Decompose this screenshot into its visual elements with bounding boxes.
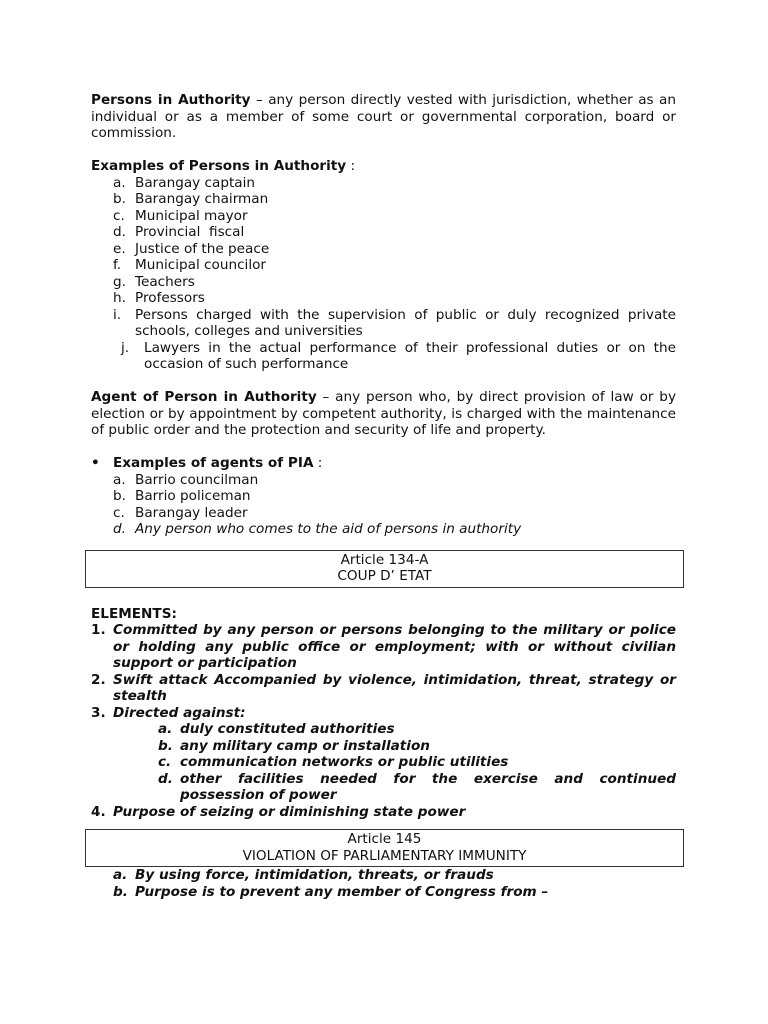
- list-item: b. any military camp or installation: [158, 737, 430, 754]
- bullet-icon: •: [91, 455, 100, 471]
- examples-pia-heading: Examples of Persons in Authority :: [91, 158, 356, 174]
- term: Agent of Person in Authority: [91, 389, 317, 405]
- list-item: a. Barrio councilman: [113, 471, 259, 488]
- element-sub-list: [91, 721, 676, 804]
- list-item: b. Barrio policeman: [113, 488, 251, 504]
- definition-persons-in-authority: [91, 92, 676, 142]
- examples-pia-list: [91, 175, 676, 373]
- list-item: a. duly constituted authorities: [158, 721, 395, 737]
- list-item: a. By using force, intimidation, threats, or frauds: [113, 867, 494, 883]
- list-item: h. Professors: [113, 290, 205, 306]
- list-item: c. Barangay leader: [113, 504, 248, 521]
- list-item: b. Purpose is to prevent any member of Congress from –: [113, 883, 549, 900]
- document-page: [91, 92, 676, 900]
- article-number: Article 145: [347, 831, 422, 847]
- list-item: d. other facilities needed for the exercise and continued possession of power: [158, 770, 676, 803]
- list-item: d. Any person who comes to the aid of persons in authority: [113, 521, 522, 537]
- definition-text: – any person directly vested with jurisdiction, whether as an individual or as a member of some court or governmental corporation, board or commission.: [91, 92, 676, 141]
- list-item: c. communication networks or public utilities: [158, 754, 509, 770]
- element-item: 1. Committed by any person or persons belonging to the military or police or holding any public office or employment; with or without civilian support or participation: [91, 622, 676, 671]
- list-item: f. Municipal councilor: [113, 257, 266, 273]
- article-title: VIOLATION OF PARLIAMENTARY IMMUNITY: [242, 847, 527, 864]
- list-item: i. Persons charged with the supervision of public or duly recognized private schools, colleges and universities: [113, 306, 676, 339]
- article-145-elements: [91, 867, 676, 900]
- examples-agents-heading: • Examples of agents of PIA :: [91, 455, 323, 471]
- list-item: d. Provincial fiscal: [113, 224, 245, 240]
- element-item: 3. Directed against:: [91, 704, 246, 721]
- list-item: g. Teachers: [113, 273, 195, 290]
- article-134a-box: [85, 550, 684, 588]
- list-item: c. Municipal mayor: [113, 207, 248, 224]
- list-item: e. Justice of the peace: [113, 240, 270, 257]
- article-number: Article 134-A: [340, 551, 429, 568]
- element-item: 4. Purpose of seizing or diminishing state power: [91, 803, 466, 820]
- examples-agents-list: [91, 472, 676, 538]
- elements-section: [91, 606, 676, 821]
- element-item: 2. Swift attack Accompanied by violence, intimidation, threat, strategy or stealth: [91, 671, 676, 704]
- article-title: COUP D’ ETAT: [337, 568, 432, 584]
- term: Persons in Authority: [91, 92, 251, 108]
- list-item: b. Barangay chairman: [113, 191, 269, 207]
- article-145-box: [85, 829, 684, 867]
- definition-agent-of-person-in-authority: [91, 389, 676, 439]
- elements-heading: ELEMENTS:: [91, 605, 177, 622]
- list-item: j. Lawyers in the actual performance of their professional duties or on the occasion of such performance: [121, 339, 676, 372]
- article-145-list: [91, 867, 676, 900]
- list-item: a. Barangay captain: [113, 174, 256, 191]
- definition-text: – any person who, by direct provision of law or by election or by appointment by competent authority, is charged with the maintenance of public order and the protection and security of life and property.: [91, 389, 676, 438]
